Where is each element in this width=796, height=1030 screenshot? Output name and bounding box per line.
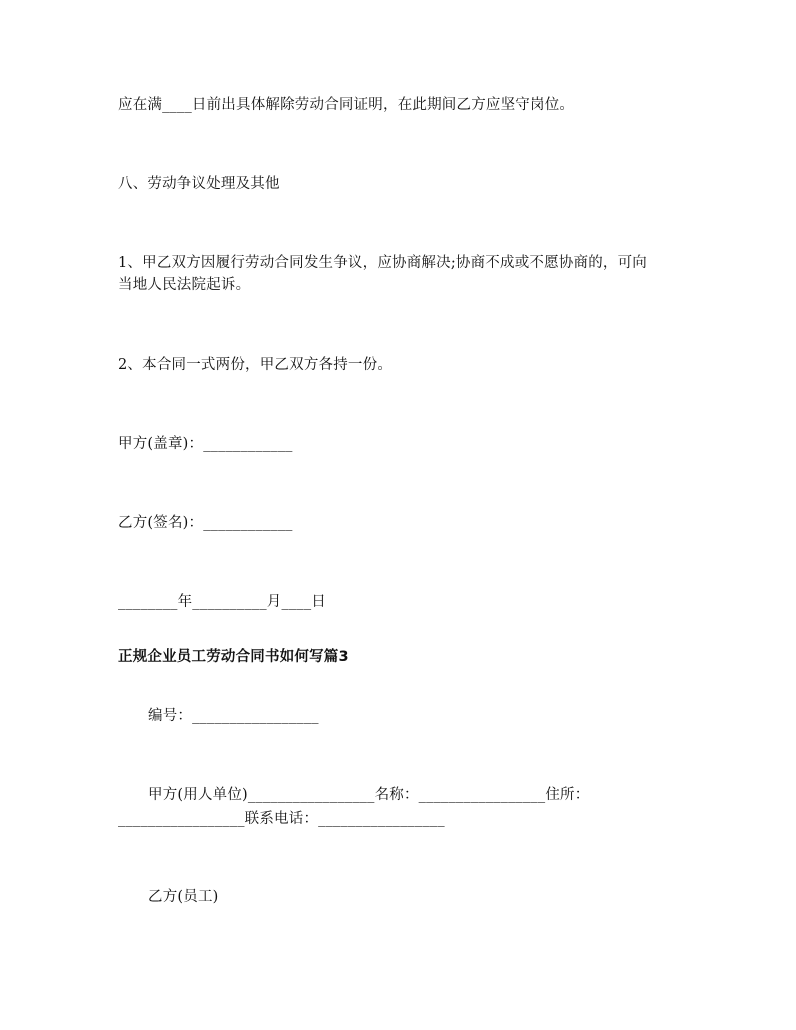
contract-number-field: 编号：_________________ xyxy=(148,708,319,724)
party-b-employee-label: 乙方(员工) xyxy=(148,889,219,905)
party-a-employer-line-1: 甲方(用人单位)_________________名称：_________________住所： xyxy=(148,787,590,803)
date-field: ________年__________月____日 xyxy=(118,594,326,610)
party-b-signature-field: 乙方(签名)：____________ xyxy=(118,515,293,531)
party-a-seal-field: 甲方(盖章)：____________ xyxy=(118,436,293,452)
clause-1-line-2: 当地人民法院起诉。 xyxy=(118,277,251,293)
article-heading: 正规企业员工劳动合同书如何写篇3 xyxy=(118,649,349,665)
paragraph-termination-certificate: 应在满____日前出具体解除劳动合同证明，在此期间乙方应坚守岗位。 xyxy=(118,97,575,113)
section-heading-dispute: 八、劳动争议处理及其他 xyxy=(118,176,280,192)
clause-1-line-1: 1、甲乙双方因履行劳动合同发生争议，应协商解决;协商不成或不愿协商的，可向 xyxy=(118,255,648,271)
party-a-employer-line-2: _________________联系电话：_________________ xyxy=(118,811,445,827)
clause-2: 2、本合同一式两份，甲乙双方各持一份。 xyxy=(118,357,393,373)
